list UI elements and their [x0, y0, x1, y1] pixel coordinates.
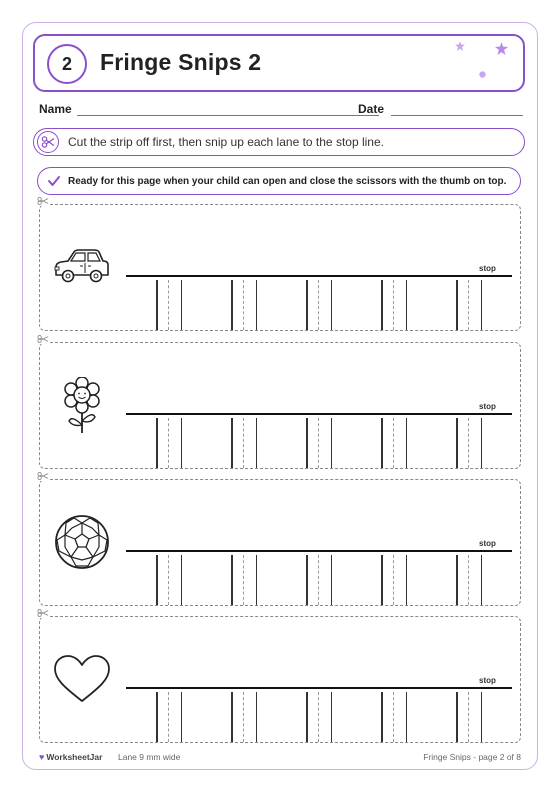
cutting-lane[interactable] — [456, 280, 482, 330]
cutting-lane[interactable] — [156, 555, 182, 605]
stop-label: stop — [479, 402, 496, 411]
cutting-lane[interactable] — [456, 418, 482, 468]
cutting-lane[interactable] — [156, 418, 182, 468]
cutting-lane[interactable] — [156, 692, 182, 742]
stop-line — [126, 550, 512, 552]
cutting-lane[interactable] — [456, 692, 482, 742]
stop-line — [126, 275, 512, 277]
car-icon — [52, 239, 112, 295]
page-title: Fringe Snips 2 — [100, 49, 262, 75]
scissors-icon — [37, 131, 59, 153]
star-icon — [455, 41, 465, 51]
stop-label: stop — [479, 539, 496, 548]
cutting-lane[interactable] — [231, 555, 257, 605]
scissors-icon — [36, 608, 50, 618]
flower-icon — [52, 377, 112, 433]
cutting-lane[interactable] — [456, 555, 482, 605]
scissors-icon — [36, 196, 50, 206]
stop-label: stop — [479, 676, 496, 685]
checkmark-icon — [47, 174, 61, 188]
cutting-lane[interactable] — [306, 692, 332, 742]
star-icon — [495, 42, 508, 55]
date-field[interactable] — [391, 115, 523, 116]
instruction-box — [33, 128, 525, 156]
brand-logo — [39, 752, 102, 762]
scissors-icon — [36, 471, 50, 481]
stop-label: stop — [479, 264, 496, 273]
readiness-box — [37, 167, 521, 195]
cutting-lane[interactable] — [381, 692, 407, 742]
heart-icon: ♥ — [39, 752, 45, 762]
readiness-text: Ready for this page when your child can open and close the scissors with the thumb on top. — [68, 176, 507, 187]
date-label: Date — [358, 102, 385, 116]
cut-strip[interactable] — [39, 342, 521, 469]
soccer-ball-icon — [52, 514, 112, 570]
scissors-icon — [36, 334, 50, 344]
cutting-lane[interactable] — [381, 555, 407, 605]
cutting-lane[interactable] — [306, 280, 332, 330]
instruction-text: Cut the strip off first, then snip up each lane to the stop line. — [68, 135, 384, 149]
stop-line — [126, 413, 512, 415]
cutting-lane[interactable] — [306, 418, 332, 468]
dot-decoration — [479, 71, 486, 78]
cutting-lane[interactable] — [381, 280, 407, 330]
name-field[interactable] — [77, 115, 379, 116]
footer — [39, 752, 521, 766]
cutting-lane[interactable] — [231, 280, 257, 330]
cut-strip[interactable] — [39, 479, 521, 606]
cutting-lane[interactable] — [156, 280, 182, 330]
brand-name: WorksheetJar — [46, 752, 103, 762]
cutting-lane[interactable] — [231, 692, 257, 742]
cut-strip[interactable] — [39, 616, 521, 743]
name-label: Name — [39, 102, 72, 116]
cut-strip[interactable] — [39, 204, 521, 331]
cutting-lane[interactable] — [381, 418, 407, 468]
cutting-lane[interactable] — [231, 418, 257, 468]
name-date-row — [39, 102, 525, 122]
lane-width-note: Lane 9 mm wide — [118, 752, 181, 762]
page-info: Fringe Snips - page 2 of 8 — [423, 752, 521, 762]
page-number-badge: 2 — [47, 44, 87, 84]
cutting-lane[interactable] — [306, 555, 332, 605]
heart-icon — [52, 651, 112, 707]
title-banner — [33, 34, 525, 92]
stop-line — [126, 687, 512, 689]
